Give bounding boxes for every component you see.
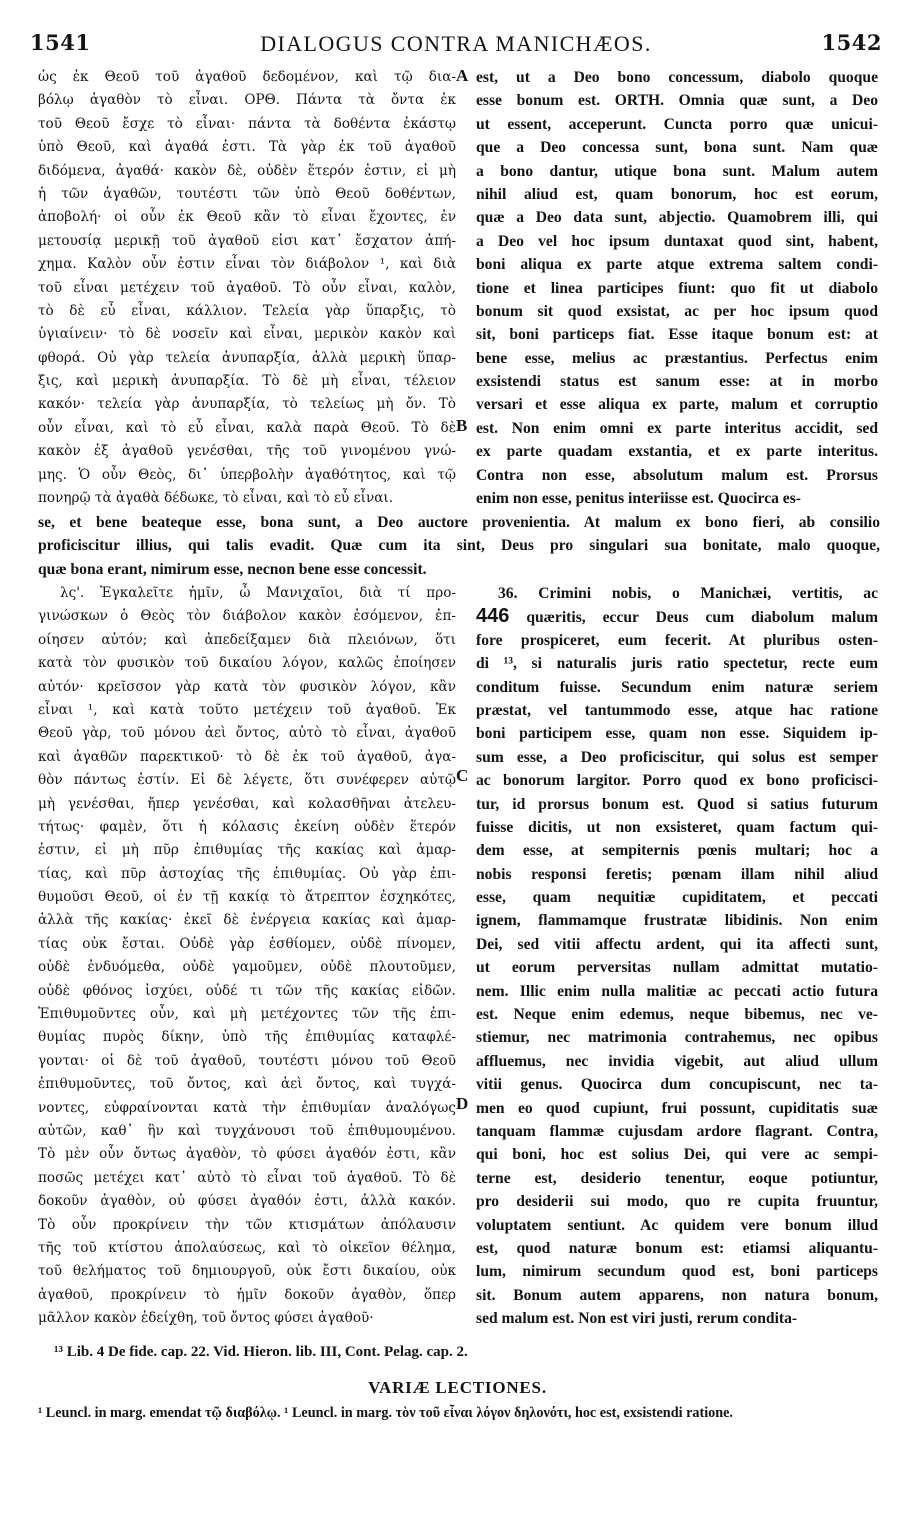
greek-text-line: εἶναι ¹, καὶ κατὰ τοῦτο μετέχειν τοῦ ἀγαθοῦ. Ἐκ <box>38 701 456 718</box>
latin-text-line: nem. Illic enim nulla malitiæ ac peccati actio futura <box>476 982 878 1000</box>
column-number: 446 <box>476 605 510 628</box>
greek-text-line: ποσῶς μετέχει κατ᾽ αὐτὸ τὸ εἶναι τοῦ ἀγαθοῦ. Τὸ δὲ <box>38 1169 456 1186</box>
page-header <box>30 30 882 66</box>
latin-text-line: ac bonorum largitor. Porro quod ex bono proficisci- <box>476 772 878 790</box>
margin-letter-c: C <box>456 766 469 785</box>
greek-text-line: ἀποβολή· οἱ οὖν ἐκ Θεοῦ κἂν τὸ εἶναι ἔχοντες, ἐν <box>38 209 456 226</box>
latin-text-line: Contra non esse, absolutum malum est. Prorsus <box>476 466 878 484</box>
latin-text-line: ignem, flammamque frustratæ libidinis. Non enim <box>476 912 878 930</box>
latin-text-line: di ¹³, si naturalis juris ratio spectetur, recte eum <box>476 655 878 673</box>
greek-text-line: αὐτῶν, καθ᾽ ἣν καὶ τυγχάνουσι τοῦ ἐπιθυμουμένου. <box>38 1122 456 1139</box>
greek-text-line: χημα. Καλὸν οὖν ἐστιν εἶναι τὸν διάβολον ¹, καὶ διὰ <box>38 256 456 273</box>
latin-text-line: tur, id prorsus bonum est. Quod si satius futurum <box>476 795 878 813</box>
latin-text-line: enim non esse, penitus interiisse est. Quocirca es- <box>476 490 801 508</box>
latin-text-line: est. Neque enim edemus, neque bibemus, nec ve- <box>476 1006 878 1024</box>
latin-full-line: se, et bene beateque esse, bona sunt, a Deo auctore provenientia. At malum ex bono fieri, ab consilio <box>38 514 880 531</box>
latin-column-lower <box>476 582 878 1331</box>
latin-text-line: ut eorum perversitas nullam admittat mutatio- <box>476 959 878 977</box>
greek-text-line: οὖν εἶναι, καὶ τὸ εὖ εἶναι, καλὰ παρὰ Θεοῦ. Τὸ δὲ <box>38 419 456 436</box>
greek-text-line: θὸν πάντως ἐστίν. Εἰ δὲ λέγετε, ὅτι συνέφερεν αὐτῷ <box>38 772 456 789</box>
latin-text-line: exsistendi status est sanum esse: at in morbo <box>476 373 878 391</box>
greek-text-line: ἀλλὰ τῆς κακίας· ἐκεῖ δὲ ἐνέργεια κακίας καὶ ἁμαρ- <box>38 912 456 929</box>
latin-text-line: 36. Crimini nobis, o Manichæi, vertitis, ac <box>498 585 878 602</box>
latin-text-line: nobis responsi feretis; pœnam illam nihil aliud <box>476 865 878 883</box>
greek-text-line: νοντες, εὐφραίνονται κατὰ τὴν ἐπιθυμίαν ἀναλόγως <box>38 1099 456 1116</box>
greek-text-line: μης. Ὁ οὖν Θεὸς, δι᾽ ὑπερβολὴν ἀγαθότητος, καὶ τῷ <box>38 466 456 483</box>
latin-text-line: nihil aliud est, quam bonorum, hoc est eorum, <box>476 185 878 203</box>
latin-text-line: stiemur, nec matrimonia contrahemus, nec opibus <box>476 1029 878 1047</box>
greek-text-line: ὑπὸ Θεοῦ, καὶ ἀγαθά ἐστι. Τὰ γὰρ ἐκ τοῦ ἀγαθοῦ <box>38 139 456 156</box>
latin-text-line: tione et linea participes fiunt: quo fit ut diabolo <box>476 279 878 297</box>
latin-text-line: fore prospiceret, eum fecerit. At pluribus osten- <box>476 631 878 649</box>
greek-text-line: ἐπιθυμοῦντες, τοῦ ὄντος, καὶ ἀεὶ ὄντος, καὶ τυγχά- <box>38 1076 456 1093</box>
latin-text-line: versari et esse aliqua ex parte, malum et corruptio <box>476 396 878 414</box>
greek-text-line: κακόν· τελεία γὰρ ἀνυπαρξία, τὸ τελείως μὴ ὄν. Τὸ <box>38 396 456 413</box>
greek-text-line: Θεοῦ γὰρ, τοῦ μόνου ἀεὶ ὄντος, αὐτὸ τὸ εἶναι, ἀγαθοῦ <box>38 725 456 742</box>
greek-text-line: τοῦ θελήματος τοῦ δημιουργοῦ, οὐκ ἔστι δικαίου, οὐκ <box>38 1263 456 1280</box>
latin-text-line: terne est, desiderio tenentur, eoque potiuntur, <box>476 1169 878 1187</box>
latin-column-upper <box>476 66 878 510</box>
latin-text-line: fuisse dicitis, ut non exsisteret, quam factum qui- <box>476 818 878 836</box>
variae-lectiones-heading: VARIÆ LECTIONES. <box>368 1378 547 1397</box>
latin-text-line: bonum sit quod exsistat, ac per hoc ipsum quod <box>476 302 878 320</box>
latin-text-line: ut essent, acceperunt. Cuncta porro quæ unicui- <box>476 115 878 133</box>
greek-text-line: διδόμενα, ἀγαθά· κακὸν δὲ, οὐδὲν ἕτερόν ἐστιν, εἰ μὴ <box>38 162 456 179</box>
latin-text-line: est, quod naturæ bonum est: etiamsi aliquantu- <box>476 1239 878 1257</box>
greek-text-line: ὑγιαίνειν· τὸ δὲ νοσεῖν καὶ εἶναι, μερικὸν κακὸν καὶ <box>38 326 456 343</box>
latin-text-line: sum esse, a Deo proficiscitur, qui solus est semper <box>476 748 878 766</box>
footnote: ¹³ Lib. 4 De fide. cap. 22. Vid. Hieron. lib. III, Cont. Pelag. cap. 2. <box>54 1344 468 1360</box>
greek-text-line: τῆς τοῦ κτίστου ἀπολαύσεως, καὶ τὸ οἰκεῖον θέλημα, <box>38 1239 456 1256</box>
latin-text-line: boni aliqua ex parte atque extrema saltem condi- <box>476 256 878 274</box>
latin-text-line: affluemus, nec invidia vigebit, aut aliud ullum <box>476 1052 878 1070</box>
margin-letter-d: D <box>456 1094 469 1113</box>
greek-text-line: ἡ τῶν ἀγαθῶν, τουτέστι τῶν ὑπὸ Θεοῦ δοθέντων, <box>38 185 456 202</box>
greek-text-line: βόλῳ ἀγαθὸν τὸ εἶναι. ΟΡΘ. Πάντα τὰ ὄντα ἐκ <box>38 92 456 109</box>
greek-text-line: πονηρῷ τὰ ἀγαθὰ δέδωκε, τὸ εἶναι, καὶ τὸ εὖ εἶναι. <box>38 490 394 507</box>
latin-full-line: proficiscitur illius, qui talis evadit. Quæ cum ita sint, Deus pro singulari sua bonitate, malo quoque, <box>38 537 880 555</box>
latin-text-line: a bono dantur, utique bona sunt. Malum autem <box>476 162 878 180</box>
right-page-number: 1542 <box>821 30 882 55</box>
latin-text-line: sit, boni particeps fiat. Esse itaque bonum est: at <box>476 326 878 344</box>
greek-text-line: γινώσκων ὁ Θεὸς τὸν διάβολον κακὸν ἐσόμενον, ἐπ- <box>38 608 456 625</box>
margin-letter-a: A <box>456 66 469 85</box>
greek-text-line: θυμίας πυρὸς δίκην, ὑπὸ τῆς ἐπιθυμίας καταφλέ- <box>38 1029 456 1046</box>
greek-text-line: τοῦ εἶναι μετέχειν τοῦ ἀγαθοῦ. Τὸ οὖν εἶναι, καλὸν, <box>38 279 456 296</box>
greek-text-line: ἐστιν, εἰ μὴ πῦρ ἐπιθυμίας τῆς κακίας καὶ ἁμαρ- <box>38 842 456 859</box>
latin-text-line: lum, nimirum secundum quod est, boni particeps <box>476 1263 878 1281</box>
greek-text-line: τοῦ Θεοῦ ἔσχε τὸ εἶναι· πάντα τὰ δοθέντα ἑκάστῳ <box>38 115 456 132</box>
latin-text-line: quæ a Deo data sunt, abjectio. Quamobrem illi, qui <box>476 209 878 227</box>
greek-text-line: κακὸν ἐξ ἀγαθοῦ γενέσθαι, τῆς τοῦ γινομένου γνώ- <box>38 443 456 460</box>
greek-text-line: φθορά. Οὐ γὰρ τελεία ἀνυπαρξία, ἀλλὰ μερικὴ ὕπαρ- <box>38 349 456 366</box>
latin-text-line: conditum fuisse. Secundum enim naturæ seriem <box>476 678 878 696</box>
latin-text-line: voluptatem sentiunt. Ac quidem vere bonum illud <box>476 1216 878 1234</box>
latin-text-line: esse, quam nequitiæ cupiditatem, et peccati <box>476 889 878 907</box>
latin-full-line: quæ bona erant, nimirum esse, necnon bene esse concessit. <box>38 560 427 578</box>
greek-text-line: Ἐπιθυμοῦντες οὖν, καὶ μὴ μετέχοντες τῶν τῆς ἐπι- <box>38 1006 456 1023</box>
latin-text-line: qui boni, hoc est solius Dei, qui vere ac sempi- <box>476 1146 878 1164</box>
latin-text-line: pro desiderii sui modo, quo re cupita fruuntur, <box>476 1193 878 1211</box>
greek-text-line: οίησεν αὐτόν; καὶ ἀπεδείξαμεν διὰ πλειόνων, ὅτι <box>38 631 456 648</box>
latin-text-line: dem esse, at sempiternis pœnis multari; hoc a <box>476 842 878 860</box>
greek-text-line: ὡς ἐκ Θεοῦ τοῦ ἀγαθοῦ δεδομένον, καὶ τῷ δια- <box>38 69 456 85</box>
left-page-number: 1541 <box>30 30 91 55</box>
greek-text-line: γονται· οἱ δὲ τοῦ ἀγαθοῦ, τουτέστι μόνου τοῦ Θεοῦ <box>38 1052 456 1069</box>
greek-text-line: τὸ δὲ εὖ εἶναι, κάλλιον. Τελεία γὰρ ὕπαρξις, τὸ <box>38 302 456 319</box>
greek-text-line: τήτως· φαμὲν, ὅτι ἡ κόλασις ἐκείνη οὐδὲν ἕτερόν <box>38 818 456 835</box>
greek-text-line: λς'. Ἐγκαλεῖτε ἡμῖν, ὦ Μανιχαῖοι, διὰ τί προ- <box>60 585 456 601</box>
latin-text-line: est. Non enim omni ex parte interitus accidit, sed <box>476 419 878 437</box>
greek-text-line: τίας οὐκ ἔσται. Οὐδὲ γὰρ ἐσθίομεν, οὐδὲ πίνομεν, <box>38 935 456 952</box>
latin-text-line: præstat, vel tantummodo esse, atque hac ratione <box>476 701 878 719</box>
greek-text-line: οὐδὲ ἐνδυόμεθα, οὐδὲ γαμοῦμεν, οὐδὲ πλουτοῦμεν, <box>38 959 456 976</box>
greek-text-line: ξις, καὶ μερικὴ ἀνυπαρξία. Τὸ δὲ μὴ εἶναι, τέλειον <box>38 373 456 390</box>
greek-text-line: τίας, καὶ πῦρ ἀστοχίας τῆς ἐπιθυμίας. Οὐ γὰρ ἐπι- <box>38 865 456 882</box>
latin-text-line: vitii genus. Quocirca dum concupiscunt, nec ta- <box>476 1076 878 1094</box>
greek-text-line: οὐδὲ φθόνος ἰσχύει, οὐδέ τι τῶν τῆς κακίας εἰδῶν. <box>38 982 456 999</box>
greek-text-line: ἀγαθοῦ, προκρίνειν τὸ ἡμῖν δοκοῦν ἀγαθὸν, ὅπερ <box>38 1286 456 1303</box>
latin-text-line: 446 quæritis, eccur Deus cum diabolum malum <box>476 605 878 628</box>
latin-text-line: boni participem esse, quam non esse. Siquidem ip- <box>476 725 878 743</box>
greek-text-line: δοκοῦν ἀγαθὸν, οὐ φύσει ἀγαθόν ἐστι, ἀλλὰ κακόν. <box>38 1193 456 1210</box>
greek-text-line: Τὸ μὲν οὖν ὄντως ἀγαθὸν, τὸ φύσει ἀγαθόν ἐστι, κἂν <box>38 1146 456 1163</box>
latin-text-line: sit. Bonum autem apparens, non natura bonum, <box>476 1286 878 1304</box>
latin-text-line: tanquam flammæ cujusdam ardore flagrant. Contra, <box>476 1122 878 1140</box>
variant-readings: ¹ Leuncl. in marg. emendat τῷ διαβόλῳ. ¹ Leuncl. in marg. τὸν τοῦ εἶναι λόγον δηλονότι, hoc est, exsistendi ratione. <box>38 1405 733 1421</box>
greek-text-line: θυμοῦσι Θεοῦ, οἱ ἐν τῇ κακίᾳ τὸ ἄτρεπτον ἐσχηκότες, <box>38 889 456 906</box>
greek-text-line: Τὸ οὖν προκρίνειν τὴν τῶν κτισμάτων ἀπόλαυσιν <box>38 1216 456 1233</box>
greek-text-line: αὐτόν· κρεῖσσον γὰρ κατὰ τὸν φυσικὸν λόγον, κἂν <box>38 678 456 695</box>
latin-text-line: bene esse, melius ac præstantius. Perfectus enim <box>476 349 878 367</box>
greek-text-line: μετουσίᾳ μερικῇ τοῦ ἀγαθοῦ εἰσι κατ᾽ ἔσχατον ἀπή- <box>38 232 456 249</box>
running-title: DIALOGUS CONTRA MANICHÆOS. <box>260 31 652 56</box>
latin-text-line: a Deo vel hoc ipsum duntaxat quod sint, habent, <box>476 232 878 250</box>
latin-text-line: que a Deo concessa sunt, bona sunt. Nam quæ <box>476 139 878 157</box>
greek-text-line: μὴ γενέσθαι, ἤπερ γενέσθαι, καὶ κολασθῆναι ἀτελευ- <box>38 795 456 812</box>
greek-column-lower <box>38 582 456 1331</box>
latin-text-line: ex parte quadam exstantia, et ex parte interitus. <box>476 443 878 461</box>
latin-full-width-lines <box>38 511 880 581</box>
margin-letter-b: B <box>456 416 468 435</box>
latin-text-line: men eo quod cupiunt, frui possunt, cupiditatis suæ <box>476 1099 878 1117</box>
greek-text-line: καὶ ἀγαθῶν παρεκτικοῦ· τὸ δὲ ἐκ τοῦ ἀγαθοῦ, ἀγα- <box>38 748 456 765</box>
latin-text-line: sed malum est. Non est viri justi, rerum condita- <box>476 1310 798 1328</box>
latin-text-line: esse bonum est. ORTH. Omnia quæ sunt, a Deo <box>476 92 878 110</box>
greek-text-line: μᾶλλον κακὸν ἐδείχθη, τοῦ ὄντος φύσει ἀγαθοῦ· <box>38 1310 374 1327</box>
latin-text-line: Dei, sed vitii affectu ardent, qui ita affecti sunt, <box>476 935 878 953</box>
greek-text-line: κατὰ τὸν φυσικὸν τοῦ δικαίου λόγον, καλῶς ἐποίησεν <box>38 655 456 672</box>
greek-column-upper <box>38 66 456 510</box>
latin-text-line: est, ut a Deo bono concessum, diabolo quoque <box>476 69 878 86</box>
